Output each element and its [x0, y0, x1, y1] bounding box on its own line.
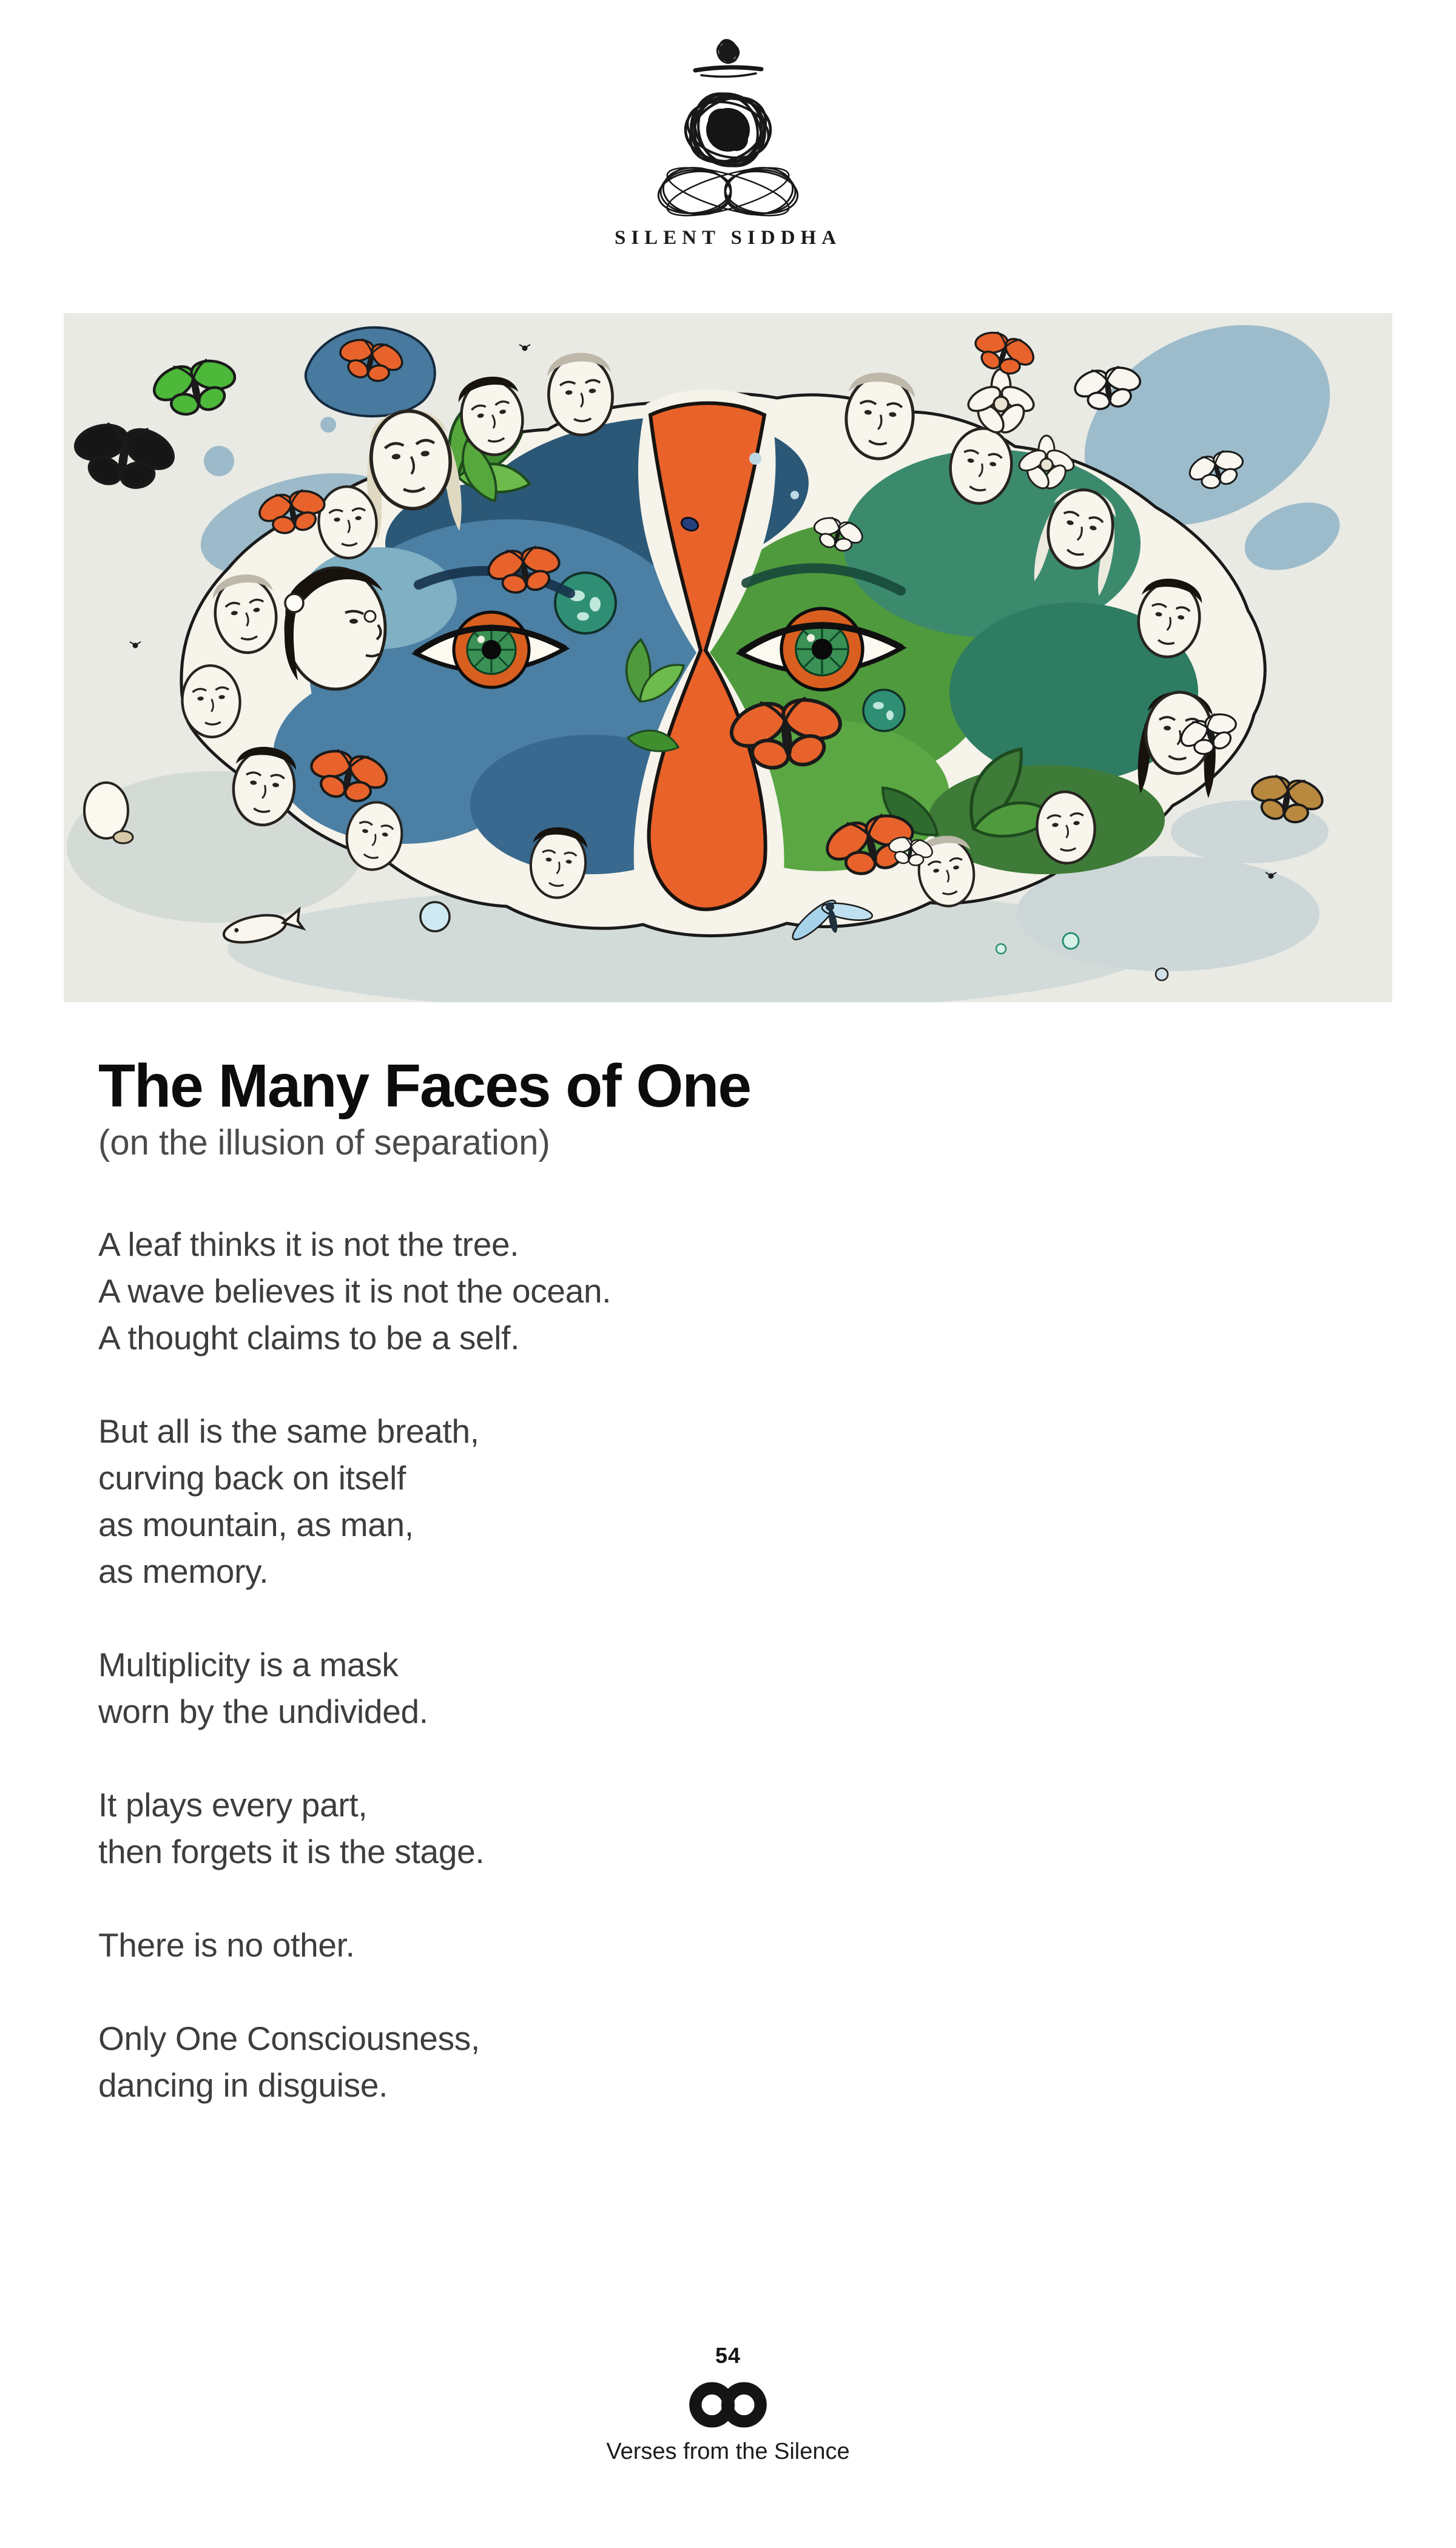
poem-line: A leaf thinks it is not the tree. [98, 1225, 519, 1264]
stanza [98, 1782, 1360, 1875]
stanza [98, 1642, 1360, 1735]
poem-subtitle: (on the illusion of separation) [98, 1123, 550, 1162]
brand-name: SILENT SIDDHA [614, 227, 842, 249]
egg-doodle [84, 783, 128, 838]
poem-body [98, 1221, 1360, 2109]
poem-line: dancing in disguise. [98, 2066, 388, 2105]
bubble [749, 453, 761, 465]
poem-line: Only One Consciousness, [98, 2020, 480, 2058]
poem-illustration [64, 313, 1392, 1002]
poem-block [98, 1053, 1360, 2155]
infinity-icon [682, 2378, 774, 2432]
illustration-canvas [64, 313, 1392, 1002]
brand-header [0, 33, 1456, 249]
scribble-meditator-infinity-icon [637, 33, 819, 222]
poem-line: as memory. [98, 1552, 269, 1591]
stanza [98, 1922, 1360, 1969]
spotted-sphere-left [555, 573, 616, 633]
bubble [996, 944, 1006, 954]
poem-line: It plays every part, [98, 1786, 368, 1824]
poem-line: Multiplicity is a mask [98, 1646, 399, 1684]
stanza [98, 2015, 1360, 2109]
bubble [790, 491, 799, 499]
stanza [98, 1408, 1360, 1595]
poem-line: worn by the undivided. [98, 1693, 428, 1731]
poem-title: The Many Faces of One [98, 1052, 750, 1120]
bubble [420, 902, 450, 931]
bubble [1063, 933, 1079, 949]
logo-underline [695, 67, 761, 76]
bubble [365, 611, 376, 622]
poem-line: A thought claims to be a self. [98, 1319, 520, 1357]
poem-line: But all is the same breath, [98, 1412, 479, 1451]
spotted-sphere-right [863, 690, 905, 731]
poem-line: A wave believes it is not the ocean. [98, 1272, 612, 1310]
logo-head-dot [714, 37, 741, 66]
logo-tangle-ball [677, 79, 779, 180]
page-footer [0, 2343, 1456, 2465]
profile-face [285, 568, 385, 689]
poem-line: curving back on itself [98, 1459, 406, 1497]
logo-infinity-loops [656, 158, 800, 222]
poem-line: as mountain, as man, [98, 1506, 414, 1544]
bubble [285, 594, 303, 612]
stanza [98, 1221, 1360, 1361]
poem-line: then forgets it is the stage. [98, 1833, 485, 1871]
poem-line: There is no other. [98, 1926, 355, 1964]
page-number: 54 [715, 2343, 741, 2368]
book-title: Verses from the Silence [606, 2439, 850, 2464]
bubble [1156, 968, 1168, 980]
